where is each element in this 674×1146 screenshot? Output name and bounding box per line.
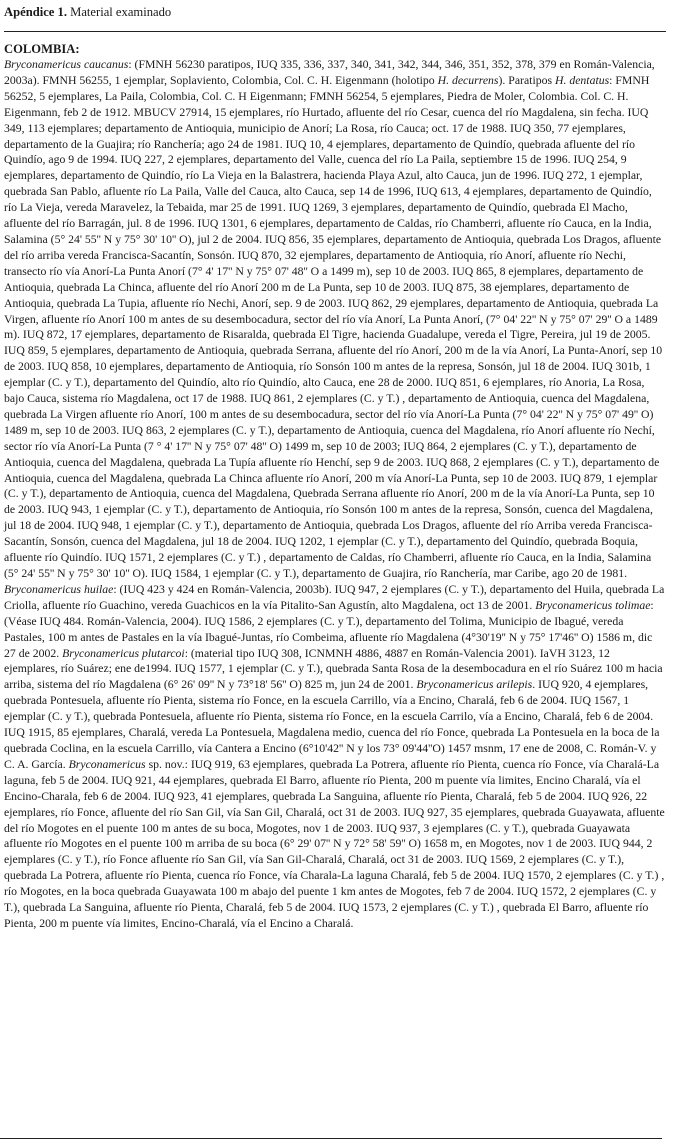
species-name: Bryconamericus caucanus <box>4 58 129 71</box>
appendix-label: Apéndice 1. <box>4 5 67 19</box>
species-name: Bryconamericus plutarcoi <box>62 646 185 660</box>
species-name: Bryconamericus tolimae <box>535 598 651 612</box>
species-name: Bryconamericus huilae <box>4 582 114 596</box>
country-heading: COLOMBIA: <box>4 42 80 56</box>
record-text: : (Véase IUQ 484. Román-Valencia, 2004). IUQ 1586, 2 ejemplares (C. y T.), departamento del Tolima, Municipio de Ibagué, vereda Pastales, 100 m antes de Pastales en la vía Ibagué-Juntas, río Combeima, afluente río Magdalena (4°30'19'' N y 75° 17'46'' O) 1586 m, dic 27 de 2002. <box>4 598 654 660</box>
appendix-page <box>4 0 666 932</box>
appendix-title: Material examinado <box>70 5 172 19</box>
species-name: Bryconamericus <box>68 757 146 771</box>
record-text: ). Paratipos <box>498 73 555 87</box>
record-text: : FMNH 56252, 5 ejemplares, La Paila, Colombia, Col. C. H Eigenmann; FMNH 56254, 5 ejemplares, Piedra de Moler, Colombia. Col. C. H. Eigenmann, feb 2 de 1912. MBUCV 27914, 15 ejemplares, río Hurtado, afluente del río Cesar, cuenca del río Magdalena, sin fecha. IUQ 349, 113 ejemplares; departamento de Antioquia, municipio de Anorí; La Rosa, río Cauca; oct. 17 de 1988. IUQ 350, 77 ejemplares, departamento de la Guajira; río Ranchería; ago 24 de 1981. IUQ 10, 4 ejemplares, departamento de Quindío, quebrada afluente del río Quindío, ago 9 de 1994. IUQ 227, 2 ejemplares, departamento del Valle, cuenca del río La Paila, septiembre 15 de 1996. IUQ 254, 9 ejemplares, departamento de Quindío, río La Vieja en la Balastrera, hacienda Playa Azul, alto Cauca, jun de 1996. IUQ 272, 1 ejemplar, quebrada San Pablo, afluente río La Paila, Valle del Cauca, alto Cauca, sep 14 de 1996, IUQ 613, 4 ejemplares, departamento de Quindío, río La Vieja, vereda Maravelez, la Tebaida, mar 25 de 1991. IUQ 1269, 3 ejemplares, departamento de Quindío, quebrada El Macho, afluente del río Barragán, jul. 8 de 1996. IUQ 1301, 6 ejemplares, departamento de Caldas, río Chamberri, afluente río Cauca, en la India, Salamina (5° 24' 55'' N y 75° 30' 10'' O), jul 2 de 2004. IUQ 856, 35 ejemplares, departamento de Antioquia, quebrada Los Dragos, afluente del río arriba vereda Francisca-Sacantín, Sonsón. IUQ 870, 32 ejemplares, departamento de Antioquia, río Anorí, afluente río Nechi, transecto río vía Anorí-La Punta Anorí (7° 4' 17'' N y 75° 07' 48'' O a 1499 m), sep 10 de 2003. IUQ 865, 8 ejemplares, departamento de Antioquia, quebrada La Chinca, afluente del río Anorí 200 m de La Punta, sep 10 de 2003. IUQ 875, 38 ejemplares, departamento de Antioquia, quebrada La Tupia, afluente río Nechi, Anorí, sep. 9 de 2003. IUQ 862, 29 ejemplares, departamento de Antioquia, quebrada La Virgen, afluente río Anorí 100 m antes de su desembocadura, sector del río vía Anorí, La Punta Anorí, (7° 04' 22'' N y 75° 07' 29'' O a 1489 m). IUQ 872, 17 ejemplares, departamento de Risaralda, quebrada El Tigre, hacienda Guadalupe, vereda el Tigre, Pereira, jul 19 de 2005. IUQ 859, 5 ejemplares, departamento de Antioquia, quebrada Serrana, afluente del río Anorí, 200 m de la vía Anorí, La Punta-Anorí, sep 10 de 2003. IUQ 858, 10 ejemplares, departamento de Antioquia, río Sonsón 100 m antes de la represa, Sonsón, jul 18 de 2004. IUQ 301b, 1 ejemplar (C. y T.), departamento del Quindío, alto río Quindío, alto Cauca, ene 28 de 2000. IUQ 851, 6 ejemplares, río Anoria, La Rosa, bajo Cauca, sistema río Magdalena, oct 17 de 1988. IUQ 861, 2 ejemplares (C. y T.) , departamento de Antioquia, cuenca del Magdalena, quebrada La Virgen afluente río Anorí, 100 m antes de su desembocadura, sector del río vía Anorí-La Punta (7° 04' 22'' N y 75° 07' 49'' O) 1489 m, sep 10 de 2003. IUQ 863, 2 ejemplares (C. y T.), departamento de Antioquia, cuenca del Magdalena, río Anorí afluente río Nechí, sector río vía Anorí-La Punta (7 ° 4' 17'' N y 75° 07' 48'' O) 1499 m, sep 10 de 2003; IUQ 864, 2 ejemplares (C. y T.), departamento de Antioquia, cuenca del Magdalena, quebrada La Tupía afluente río Henchí, sep 9 de 2003. IUQ 868, 2 ejemplares (C. y T.), departamento de Antioquia, cuenca del Magdalena, quebrada La Chinca afluente río Anorí, 200 m vía Anorí-La Punta, sep 10 de 2003. IUQ 879, 1 ejemplar (C. y T.), departamento de Antioquia, cuenca del Magdalena, Quebrada Serrana afluente río Anorí, 200 m de la vía Anorí-La Punta, sep 10 de 2003. IUQ 943, 1 ejemplar (C. y T.), departamento de Antioquia, río Sonsón 100 m antes de la represa, Sonsón, cuenca del Magdalena, jul 18 de 2004. IUQ 948, 1 ejemplar (C. y T.), departamento de Antioquia, quebrada Los Dragos, afluente del río Arriba vereda Francisca-Sacantín, Sonsón, cuenca del Magdalena, jul 18 de 2004. IUQ 1202, 1 ejemplar (C. y T.), departamento del Quindío, quebrada Boquia, afluente río Quindío. IUQ 1571, 2 ejemplares (C. y T.) , departamento de Caldas, río Chamberri, afluente río Cauca, en la India, Salamina (5° 24' 55'' N y 75° 30' 10'' O). IUQ 1584, 1 ejemplar (C. y T.), departamento de Guajira, río Ranchería, mar Caribe, ago 20 de 1981. <box>4 73 663 580</box>
species-name: H. dentatus <box>554 73 610 87</box>
record-text: : (IUQ 423 y 424 en Román-Valencia, 2003b). IUQ 947, 2 ejemplares (C. y T.), departamento del Huila, quebrada La Criolla, afluente río Guachino, vereda Guachicos en la vía Pitalito-San Agustín, alto Magdalena, oct 13 de 2001. <box>4 582 665 612</box>
record-text: : (FMNH 56230 paratipos, IUQ 335, 336, 337, 340, 341, 342, 344, 346, 351, 352, 378, 379 en Román-Valencia, 2003a). FMNH 56255, 1 ejemplar, Soplaviento, Colombia, Col. C. H. Eigenmann (holotipo <box>4 58 655 87</box>
appendix-header <box>4 0 666 20</box>
material-examined-text <box>4 57 666 932</box>
top-rule <box>4 31 666 32</box>
bottom-rule <box>0 1138 662 1139</box>
record-text: sp. nov.: IUQ 919, 63 ejemplares, quebrada La Potrera, afluente río Pienta, cuenca río Fonce, vía Charalá-La laguna, feb 5 de 2004. IUQ 921, 44 ejemplares, quebrada El Barro, afluente río Pienta, 200 m puente vía limites, Encino Charalá, vía el Encino-Charala, feb 6 de 2004. IUQ 923, 41 ejemplares, quebrada La Sanguina, afluente río Pienta, Charalá, feb 5 de 2004. IUQ 926, 22 ejemplares, río Fonce, afluente del río San Gil, vía San Gil, Charalá, oct 31 de 2003. IUQ 927, 35 ejemplares, quebrada Guayawata, afluente del río Mogotes en el puente 100 m antes de su boca, Mogotes, nov 1 de 2003. IUQ 937, 3 ejemplares (C. y T.), quebrada Guayawata afluente río Mogotes en el puente 100 m arriba de su boca (6° 29' 07'' N y 72° 58' 59'' O) 1658 m, en Mogotes, nov 1 de 2003. IUQ 944, 2 ejemplares (C. y T.), río Fonce afluente río San Gil, vía San Gil-Charalá, Charalá, oct 31 de 2003. IUQ 1569, 2 ejemplares (C. y T.), quebrada La Potrera, afluente río Pienta, cuenca río Fonce, vía Charala-La laguna Charalá, feb 5 de 2004. IUQ 1570, 2 ejemplares (C. y T.) , río Mogotes, en la boca quebrada Guayawata 100 m abajo del puente 1 km antes de Mogotes, feb 7 de 2004. IUQ 1572, 2 ejemplares (C. y T.), quebrada La Sanguina, afluente río Pienta, Charalá, feb 5 de 2004. IUQ 1573, 2 ejemplares (C. y T.) , quebrada El Barro, afluente río Pienta, 200 m puente vía limites, Encino-Charalá, vía el Encino a Charalá. <box>4 757 665 930</box>
species-name: Bryconamericus arilepis <box>416 678 533 692</box>
record-text: . IUQ 920, 4 ejemplares, quebrada Pontesuela, afluente río Pienta, sistema río Fonce, en la escuela Carrillo, vía a Encino, Charalá, feb 6 de 2004. IUQ 1567, 1 ejemplar (C. y T.), quebrada Pontesuela, afluente río Pienta, sistema río Fonce, en la escuela Carrilo, vía a Encino, Charalá, feb 6 de 2004. IUQ 1915, 85 ejemplares, Charalá, vereda La Pontesuela, Magdalena medio, cuenca del río Fonce, quebrada La Pontesuela en la boca de la quebrada Coclina, en la escuela Carrillo, vía Cantera a Encino (6°10'42'' N y los 73° 09'44''O) 1457 msnm, 17 ene de 2008, C. Román-V. y C. A. García. <box>4 678 660 771</box>
record-text: : (material tipo IUQ 308, ICNMNH 4886, 4887 en Román-Valencia 2001). IaVH 3123, 12 ejemplares, río Suárez; ene de1994. IUQ 1577, 1 ejemplar (C. y T.), quebrada Santa Rosa de la desembocadura en el río Suárez 100 m hacia arriba, sistema del río Magdalena (6° 26' 09'' N y 73°18' 56'' O) 825 m, jun 24 de 2001. <box>4 646 663 692</box>
species-name: H. decurrens <box>437 73 499 87</box>
